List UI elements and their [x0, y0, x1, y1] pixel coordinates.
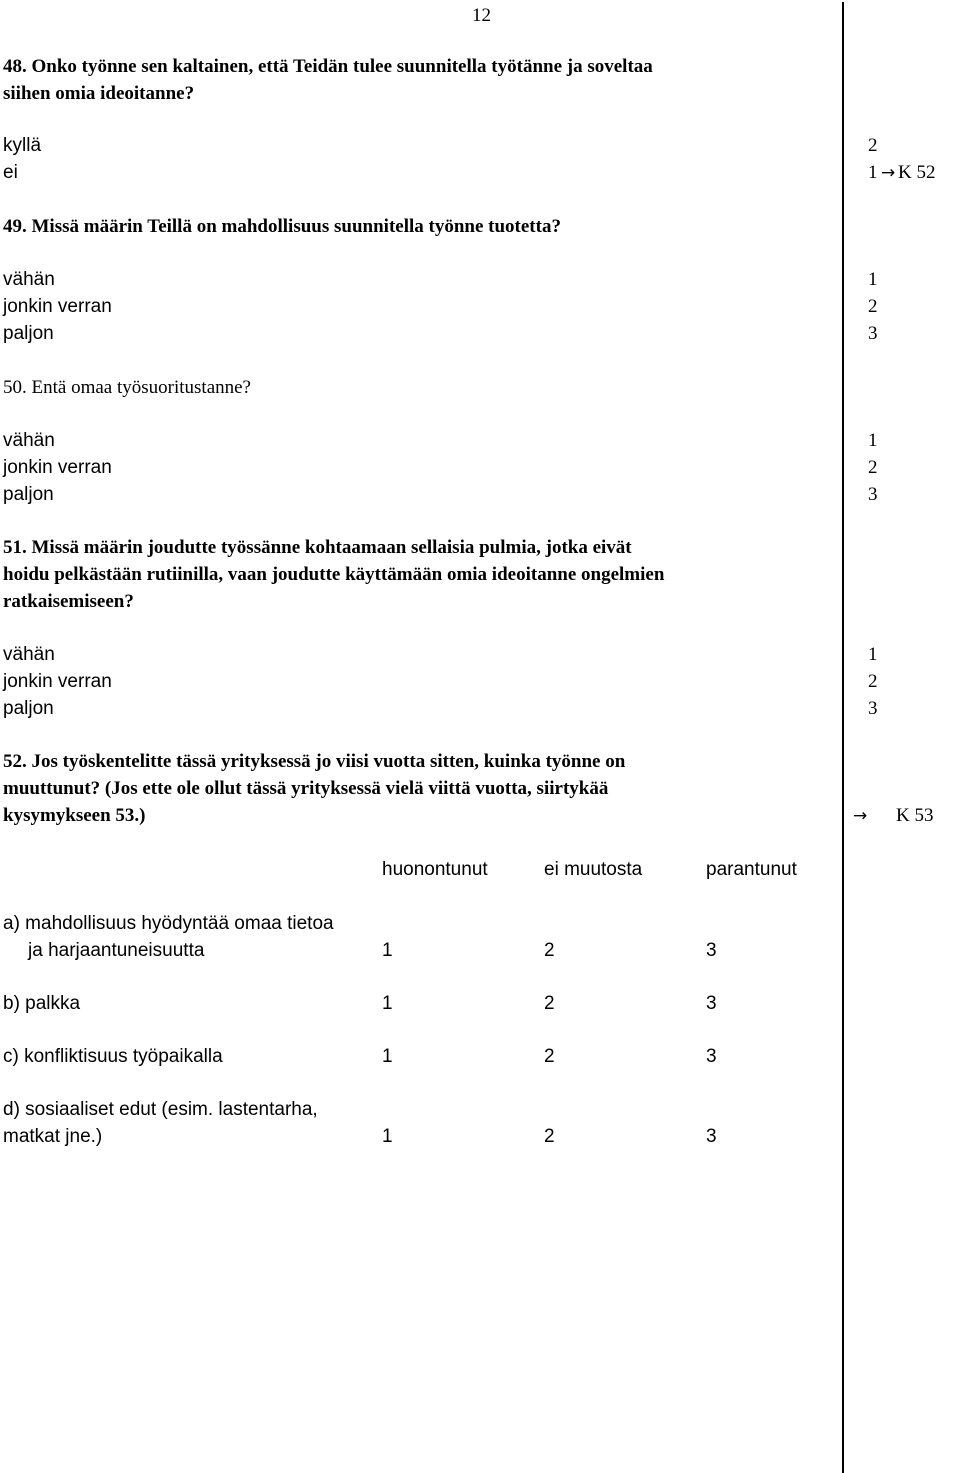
question-48-line1: 48. Onko työnne sen kaltainen, että Teidän tulee suunnitella työtänne ja soveltaa	[3, 56, 653, 77]
q49-option-label: jonkin verran	[3, 296, 112, 317]
row-code: 3	[706, 993, 717, 1014]
row-code: 1	[382, 940, 393, 961]
q51-option-code: 2	[868, 671, 878, 692]
row-label: c) konfliktisuus työpaikalla	[3, 1046, 223, 1067]
column-header: ei muutosta	[544, 859, 643, 880]
q49-option-code: 1	[868, 269, 878, 290]
column-header: parantunut	[706, 859, 797, 880]
question-51-line3: ratkaisemiseen?	[3, 591, 134, 612]
column-header: huonontunut	[382, 859, 488, 880]
q51-option-label: vähän	[3, 644, 55, 665]
q49-option-label: vähän	[3, 269, 55, 290]
row-code: 1	[382, 993, 393, 1014]
row-code: 1	[382, 1126, 393, 1147]
question-48-line2: siihen omia ideoitanne?	[3, 83, 195, 104]
row-code: 1	[382, 1046, 393, 1067]
skip-instruction: K 53	[896, 805, 934, 826]
q50-option-code: 3	[868, 484, 878, 505]
question-50: 50. Entä omaa työsuoritustanne?	[3, 377, 251, 398]
q49-option-code: 3	[868, 323, 878, 344]
question-52-line2: muuttunut? (Jos ette ole ollut tässä yrityksessä vielä viittä vuotta, siirtykää	[3, 778, 609, 799]
q51-option-label: paljon	[3, 698, 54, 719]
q50-option-label: jonkin verran	[3, 457, 112, 478]
row-code: 2	[544, 1046, 555, 1067]
skip-instruction: K 52	[898, 162, 936, 183]
q48-option-label: ei	[3, 162, 18, 183]
question-51-line1: 51. Missä määrin joudutte työssänne kohtaamaan sellaisia pulmia, jotka eivät	[3, 537, 632, 558]
question-49: 49. Missä määrin Teillä on mahdollisuus suunnitella työnne tuotetta?	[3, 216, 561, 237]
row-label: d) sosiaaliset edut (esim. lastentarha,	[3, 1099, 318, 1120]
margin-rule	[842, 2, 844, 1473]
row-label-continued: matkat jne.)	[3, 1126, 103, 1147]
q49-option-label: paljon	[3, 323, 54, 344]
q49-option-code: 2	[868, 296, 878, 317]
question-51-line2: hoidu pelkästään rutiinilla, vaan joudutte käyttämään omia ideoitanne ongelmien	[3, 564, 665, 585]
row-label: a) mahdollisuus hyödyntää omaa tietoa	[3, 913, 334, 934]
q50-option-label: paljon	[3, 484, 54, 505]
question-52-line1: 52. Jos työskentelitte tässä yrityksessä jo viisi vuotta sitten, kuinka työnne on	[3, 751, 626, 772]
row-label: b) palkka	[3, 993, 81, 1014]
page-number: 12	[472, 5, 491, 26]
q51-option-label: jonkin verran	[3, 671, 112, 692]
row-code: 2	[544, 993, 555, 1014]
q51-option-code: 3	[868, 698, 878, 719]
row-code: 3	[706, 1046, 717, 1067]
row-code: 3	[706, 940, 717, 961]
row-code: 3	[706, 1126, 717, 1147]
q48-option-label: kyllä	[3, 135, 42, 156]
q50-option-code: 2	[868, 457, 878, 478]
q48-option-code: 2	[868, 135, 878, 156]
q50-option-code: 1	[868, 430, 878, 451]
row-code: 2	[544, 1126, 555, 1147]
arrow-right-icon: →	[853, 806, 868, 826]
q50-option-label: vähän	[3, 430, 55, 451]
row-label-continued: ja harjaantuneisuutta	[28, 940, 205, 961]
arrow-right-icon: →	[881, 163, 896, 183]
q51-option-code: 1	[868, 644, 878, 665]
row-code: 2	[544, 940, 555, 961]
question-52-line3: kysymykseen 53.)	[3, 805, 146, 826]
q48-option-code: 1	[868, 162, 878, 183]
